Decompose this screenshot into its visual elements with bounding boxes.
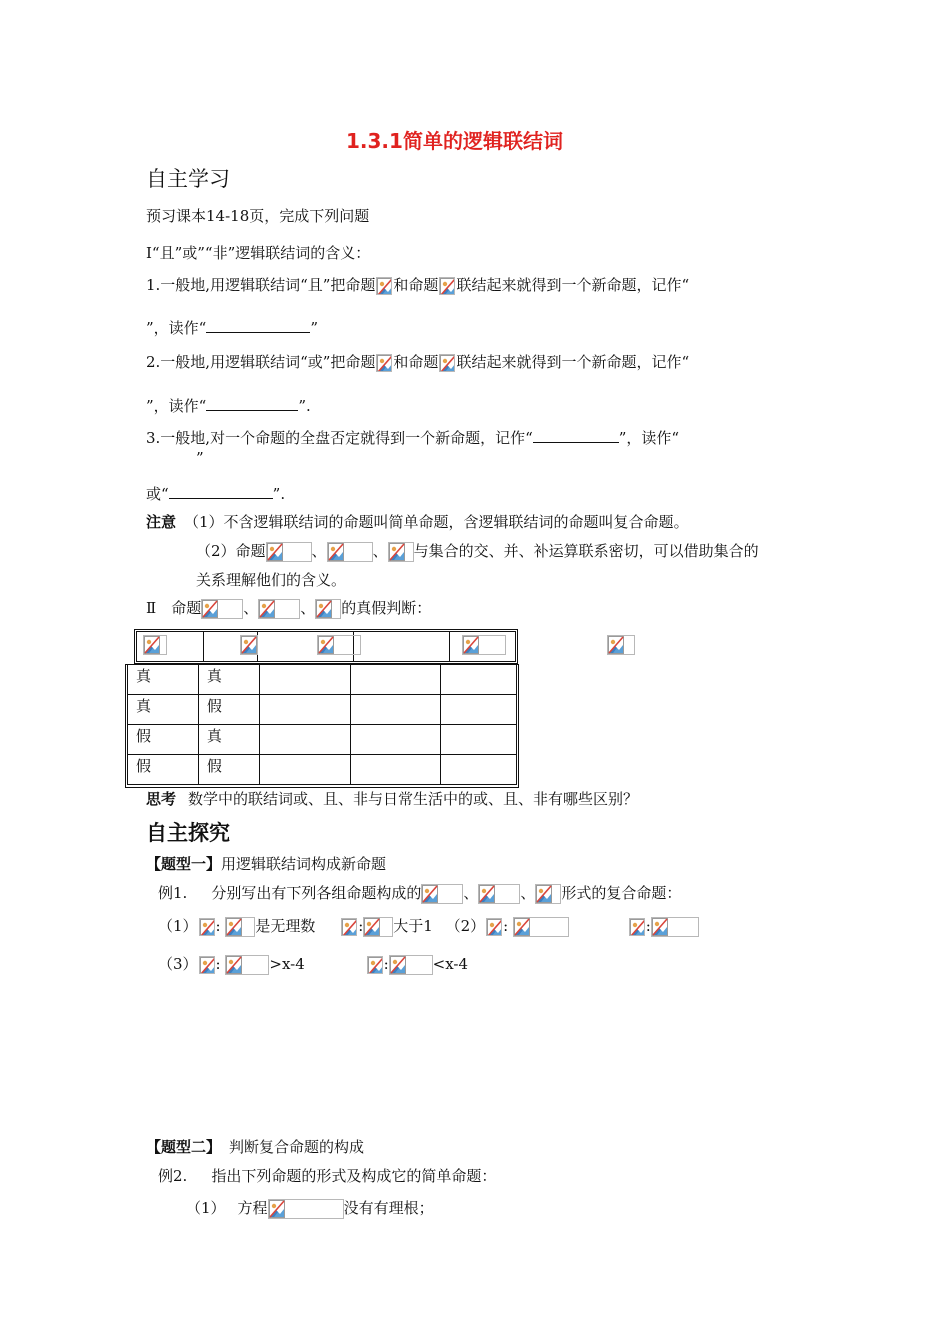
formula-image-icon	[258, 599, 300, 619]
item3-quote: ”	[196, 449, 204, 467]
formula-image-icon	[363, 917, 393, 937]
answer-blank[interactable]	[206, 318, 310, 333]
formula-image-icon	[535, 884, 561, 904]
formula-image-icon	[199, 918, 215, 936]
answer-blank[interactable]	[533, 428, 619, 443]
header-or-image-icon	[462, 635, 506, 655]
truth-table-header	[134, 629, 518, 664]
formula-image-icon	[439, 277, 455, 295]
answer-blank[interactable]	[169, 484, 273, 499]
formula-image-icon	[327, 542, 373, 562]
section-heading-self-study: 自主学习	[146, 167, 230, 191]
example1-heading: 例1. 分别写出有下列各组命题构成的 、 、 形式的复合命题：	[158, 884, 682, 902]
answer-blank[interactable]	[206, 396, 298, 411]
type1-heading: 【题型一】用逻辑联结词构成新命题	[146, 855, 387, 873]
truth-answer-cell[interactable]	[260, 755, 350, 785]
item3-line2: 或“ ”.	[146, 485, 286, 503]
header-and-image-icon	[317, 635, 361, 655]
formula-image-icon	[651, 917, 699, 937]
preview-instruction: 预习课本14-18页，完成下列问题	[146, 207, 370, 225]
page-title: 1.3.1简单的逻辑联结词	[346, 129, 563, 153]
type2-heading: 【题型二】 判断复合命题的构成	[146, 1138, 365, 1156]
truth-cell-p: 真	[128, 695, 199, 725]
truth-answer-cell[interactable]	[350, 695, 440, 725]
item1-line: 1.一般地,用逻辑联结词“且”把命题 和命题 联结起来就得到一个新命题，记作“	[146, 276, 690, 294]
section-heading-self-explore: 自主探究	[146, 821, 230, 845]
formula-image-icon	[389, 955, 433, 975]
formula-image-icon	[225, 917, 255, 937]
truth-answer-cell[interactable]	[260, 665, 350, 695]
example2-heading: 例2. 指出下列命题的形式及构成它的简单命题：	[158, 1167, 497, 1185]
truth-answer-cell[interactable]	[350, 755, 440, 785]
think-line: 思考 数学中的联结词或、且、非与日常生活中的或、且、非有哪些区别？	[146, 790, 639, 808]
formula-image-icon	[421, 884, 463, 904]
table-row	[128, 725, 517, 755]
truth-cell-p: 真	[128, 665, 199, 695]
formula-image-icon	[268, 1199, 344, 1219]
truth-answer-cell[interactable]	[350, 725, 440, 755]
formula-image-icon	[201, 599, 243, 619]
example1-line2: （3） : >x-4 : <x-4	[158, 955, 469, 973]
example1-line1: （1） : 是无理数 : 大于1 （2） : :	[158, 916, 699, 937]
formula-image-icon	[629, 918, 645, 936]
truth-cell-q: 假	[198, 695, 260, 725]
formula-image-icon	[266, 542, 312, 562]
truth-cell-q: 真	[198, 725, 260, 755]
formula-image-icon	[439, 354, 455, 372]
truth-answer-cell[interactable]	[440, 695, 516, 725]
truth-answer-cell[interactable]	[350, 665, 440, 695]
truth-cell-q: 真	[198, 665, 260, 695]
truth-table	[127, 664, 517, 785]
header-q-image-icon	[240, 635, 258, 655]
formula-image-icon	[315, 599, 341, 619]
truth-cell-p: 假	[128, 725, 199, 755]
formula-image-icon	[388, 542, 414, 562]
table-row	[128, 665, 517, 695]
formula-image-icon	[478, 884, 520, 904]
item2-line: 2.一般地,用逻辑联结词“或”把命题 和命题 联结起来就得到一个新命题，记作“	[146, 353, 690, 371]
truth-answer-cell[interactable]	[440, 725, 516, 755]
part2-heading: Ⅱ 命题 、 、 的真假判断：	[146, 599, 432, 617]
truth-answer-cell[interactable]	[260, 725, 350, 755]
formula-image-icon	[341, 918, 357, 936]
header-not-image-icon	[607, 635, 635, 655]
formula-image-icon	[513, 917, 569, 937]
truth-answer-cell[interactable]	[260, 695, 350, 725]
truth-answer-cell[interactable]	[440, 755, 516, 785]
table-row	[128, 755, 517, 785]
formula-image-icon	[376, 277, 392, 295]
note-line3: 关系理解他们的含义。	[196, 571, 347, 589]
example2-item1: （1） 方程 没有有理根；	[186, 1199, 434, 1217]
formula-image-icon	[376, 354, 392, 372]
formula-image-icon	[199, 956, 215, 974]
truth-answer-cell[interactable]	[440, 665, 516, 695]
formula-image-icon	[486, 918, 502, 936]
table-row	[128, 695, 517, 725]
part1-heading: Ⅰ“且”或”“非”逻辑联结词的含义：	[146, 244, 371, 262]
item3-line: 3.一般地,对一个命题的全盘否定就得到一个新命题，记作“ ”，读作“	[146, 429, 680, 447]
note-line2: （2）命题 、 、 与集合的交、并、补运算联系密切，可以借助集合的	[196, 542, 759, 560]
item1-line2: ”，读作“ ”	[146, 319, 319, 337]
item2-line2: ”，读作“ ”.	[146, 397, 311, 415]
truth-cell-q: 假	[198, 755, 260, 785]
formula-image-icon	[367, 956, 383, 974]
note-line1: 注意 （1）不含逻辑联结词的命题叫简单命题，含逻辑联结词的命题叫复合命题。	[146, 513, 689, 531]
formula-image-icon	[225, 955, 269, 975]
truth-cell-p: 假	[128, 755, 199, 785]
header-p-image-icon	[143, 635, 167, 655]
